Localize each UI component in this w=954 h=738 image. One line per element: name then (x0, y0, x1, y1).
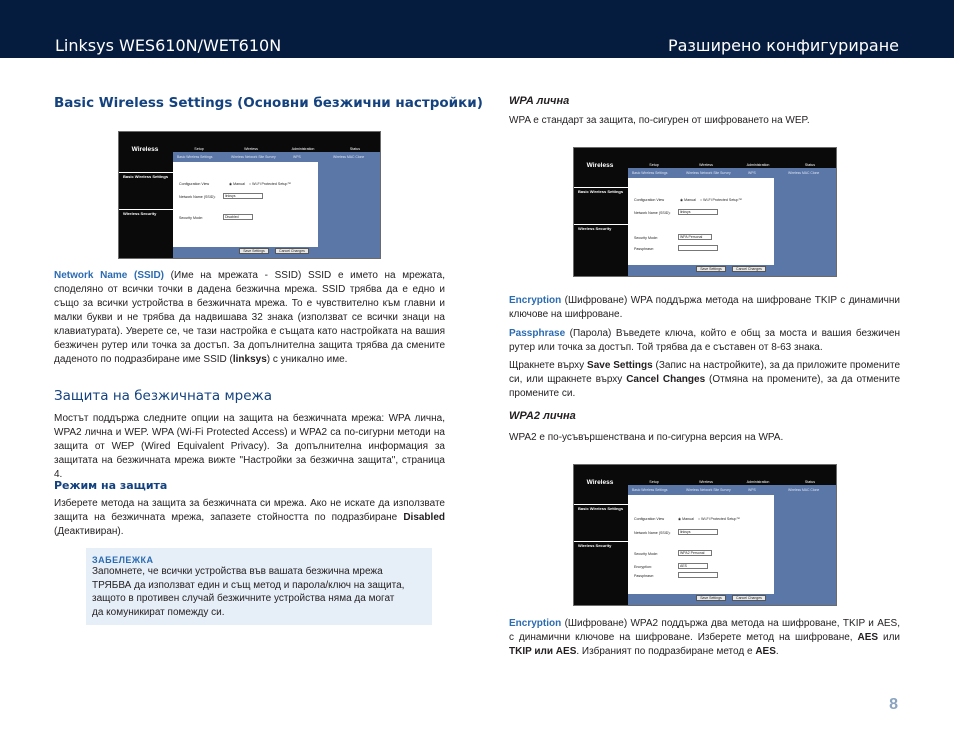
save-text-b: (Запис на настройките), за да приложите промените си, или щракнете върху (509, 360, 901, 385)
nav-wireless: Wireless (699, 163, 713, 167)
tab-basic: Basic Wireless Settings (632, 488, 668, 492)
nav-wireless: Wireless (244, 147, 258, 151)
security-mode-label: Security Mode: (634, 552, 658, 556)
security-mode-select[interactable]: WPA Personal (678, 234, 712, 240)
enc2-text-a: (Шифроване) WPA2 поддържа два метода на шифроване, TKIP и AES, с динамични ключове на шифроване. Изберете метод на шифроване, (509, 618, 900, 643)
nav-setup: Setup (194, 147, 204, 151)
tab-mac-clone: Wireless MAC Clone (788, 171, 820, 175)
save-instructions-paragraph (509, 359, 900, 401)
security-mode-paragraph (54, 497, 445, 539)
tab-wps: WPS (293, 155, 301, 159)
side-basic-label: Basic Wireless Settings (578, 506, 624, 511)
ssid-text-b: ) с уникално име. (266, 354, 348, 365)
wpa2-heading: WPA2 лична (509, 410, 576, 422)
enc2-text-d: . (775, 646, 779, 657)
radio-manual-label: Manual (684, 198, 696, 202)
nav-administration: Administration (746, 163, 770, 167)
tab-mac-clone: Wireless MAC Clone (788, 488, 820, 492)
wpa2-paragraph: WPA2 е по-усъвършенствана и по-сигурна версия на WPA. (509, 432, 784, 443)
side-security-label: Wireless Security (123, 211, 157, 216)
radio-wps[interactable]: ○ Wi-Fi Protected Setup™ (700, 198, 742, 202)
save-settings-button[interactable]: Save Settings (696, 266, 726, 272)
note-line-1: Запомнете, че всички устройства във вашата безжична мрежа (92, 566, 383, 577)
page-header (0, 0, 954, 58)
config-view-label: Configuration View (179, 182, 210, 186)
radio-manual-label: Manual (233, 182, 245, 186)
screen-brand: Wireless (131, 146, 159, 153)
ssid-paragraph (54, 269, 445, 367)
mode-text-b: (Деактивиран). (54, 526, 124, 537)
passphrase-label: Passphrase: (634, 247, 654, 251)
wpa-heading: WPA лична (509, 95, 570, 107)
radio-wps-label: Wi-Fi Protected Setup™ (703, 198, 742, 202)
passphrase-label: Passphrase: (634, 574, 654, 578)
security-section-heading: Защита на безжичната мрежа (54, 388, 272, 404)
config-view-label: Configuration View (634, 198, 665, 202)
enc2-aes: AES (857, 632, 879, 643)
ssid-label: Network Name (SSID): (179, 195, 216, 199)
radio-manual-label: Manual (682, 517, 694, 521)
passphrase-text: (Парола) Въведете ключа, който е общ за моста и вашия безжичен рутер или точка за достъп. Той трябва да е съставен от 8-63 знака. (509, 328, 900, 353)
mode-disabled: Disabled (403, 512, 445, 523)
ssid-input[interactable]: linksys (678, 529, 718, 535)
radio-manual[interactable]: ◉ Manual (680, 198, 696, 202)
encryption2-term: Encryption (509, 618, 562, 629)
security-mode-label: Security Mode: (179, 216, 203, 220)
ssid-input[interactable]: linksys (223, 193, 263, 199)
side-security-label: Wireless Security (578, 543, 612, 548)
encryption-text: (Шифроване) WPA поддържа метода на шифроване TKIP с динамични ключове на шифроване. (509, 295, 900, 320)
tab-wps: WPS (748, 171, 756, 175)
encryption-select[interactable]: AES (678, 563, 708, 569)
passphrase-input[interactable] (678, 245, 718, 251)
cancel-changes-button[interactable]: Cancel Changes (732, 266, 766, 272)
radio-manual[interactable]: ◉ Manual (678, 517, 694, 521)
passphrase-input[interactable] (678, 572, 718, 578)
wpa2-encryption-paragraph (509, 617, 900, 659)
wpa-encryption-paragraph (509, 294, 900, 322)
enc2-tkip-aes: TKIP или AES (509, 646, 577, 657)
encryption-label: Encryption: (634, 565, 652, 569)
cancel-changes-term: Cancel Changes (626, 374, 706, 385)
security-mode-label: Security Mode: (634, 236, 658, 240)
mode-text-a: Изберете метода на защита за безжичната си мрежа. Ако не искате да използвате защита на безжичната мрежа, запазете стойността по подразбиране (54, 498, 445, 523)
tab-mac-clone: Wireless MAC Clone (333, 155, 365, 159)
passphrase-term: Passphrase (509, 328, 566, 339)
nav-status: Status (349, 147, 361, 151)
ssid-label: Network Name (SSID): (634, 531, 671, 535)
side-basic-label: Basic Wireless Settings (578, 189, 624, 194)
save-settings-term: Save Settings (587, 360, 653, 371)
save-settings-button[interactable]: Save Settings (696, 595, 726, 601)
wpa-paragraph: WPA е стандарт за защита, по-сигурен от шифроването на WEP. (509, 115, 810, 126)
nav-status: Status (804, 480, 816, 484)
cancel-changes-button[interactable]: Cancel Changes (275, 248, 309, 254)
tab-basic: Basic Wireless Settings (632, 171, 668, 175)
radio-wps[interactable]: ○ Wi-Fi Protected Setup™ (698, 517, 740, 521)
ssid-term: Network Name (SSID) (54, 270, 165, 281)
security-mode-select[interactable]: WPA2 Personal (678, 550, 712, 556)
router-screenshot-wpa (573, 147, 837, 277)
enc2-text-c: . Избраният по подразбиране метод е (576, 646, 756, 657)
note-line-4: да комуникират помежду си. (92, 606, 225, 618)
save-text-a: Щракнете върху (509, 360, 588, 371)
config-view-label: Configuration View (634, 517, 665, 521)
security-intro-paragraph: Мостът поддържа следните опции на защита на безжичната мрежа: WPA лична, WPA2 лична и WEP. WPA (Wi-Fi Protected Access) и WPA2 са по-сигурни методи на защита от WEP (Wired Equivalent Privacy). За допълнителна информация за защитата на безжичната мрежа вижте "Настройки за безжична защита", страница 4. (54, 413, 445, 480)
radio-wps-label: Wi-Fi Protected Setup™ (252, 182, 291, 186)
encryption-term: Encryption (509, 295, 562, 306)
tab-survey: Wireless Network Site Survey (231, 155, 276, 159)
radio-wps-label: Wi-Fi Protected Setup™ (701, 517, 740, 521)
tab-survey: Wireless Network Site Survey (686, 171, 731, 175)
enc2-default-aes: AES (755, 646, 776, 657)
ssid-text-a: (Име на мрежата - SSID) SSID е името на мрежата, споделяно от всички точки в дадена безжична мрежа. SSID трябва да е едно и също за всички устройства в безжичната мрежа. То е чувствително към главни и малки букви и не трябва да надвишава 32 знака (използват се всички знаци на клавиатурата). Уверете се, че тази настройка е същата като настройката на вашия безжичен рутер или точка за достъп. За допълнителна защита трябва да смените даденото по подразбиране име SSID ( (54, 270, 446, 365)
save-settings-button[interactable]: Save Settings (239, 248, 269, 254)
tab-basic: Basic Wireless Settings (177, 155, 213, 159)
ssid-input[interactable]: linksys (678, 209, 718, 215)
security-mode-select[interactable]: Disabled (223, 214, 253, 220)
cancel-changes-button[interactable]: Cancel Changes (732, 595, 766, 601)
radio-wps[interactable]: ○ Wi-Fi Protected Setup™ (249, 182, 291, 186)
router-screenshot-wpa2 (573, 464, 837, 606)
nav-administration: Administration (746, 480, 770, 484)
nav-wireless: Wireless (699, 480, 713, 484)
note-heading: ЗАБЕЛЕЖКА (92, 555, 154, 565)
tab-survey: Wireless Network Site Survey (686, 488, 731, 492)
ssid-default-name: linksys (232, 354, 267, 365)
page-number: 8 (889, 696, 898, 713)
nav-administration: Administration (291, 147, 315, 151)
screen-brand: Wireless (586, 162, 614, 169)
nav-setup: Setup (649, 163, 659, 167)
note-box (86, 548, 432, 625)
side-security-label: Wireless Security (578, 226, 612, 231)
nav-status: Status (804, 163, 816, 167)
screen-brand: Wireless (586, 479, 614, 486)
basic-wireless-heading: Basic Wireless Settings (Основни безжични настройки) (54, 95, 483, 111)
security-mode-heading: Режим на защита (54, 479, 168, 492)
ssid-label: Network Name (SSID): (634, 211, 671, 215)
enc2-text-b: или (878, 632, 900, 643)
tab-wps: WPS (748, 488, 756, 492)
save-text-c: (Отмяна на промените), за да отмените промените си. (509, 374, 901, 399)
router-screenshot-basic (118, 131, 381, 259)
note-line-3: защото в противен случай безжичните устройства няма да могат (92, 593, 395, 604)
nav-setup: Setup (649, 480, 659, 484)
document-title: Linksys WES610N/WET610N (55, 36, 282, 55)
passphrase-paragraph (509, 327, 900, 355)
radio-manual[interactable]: ◉ Manual (229, 182, 245, 186)
note-line-2: ТРЯБВА да използват един и същ метод и парола/ключ на защита, (92, 579, 405, 591)
chapter-title: Разширено конфигуриране (667, 36, 899, 55)
side-basic-label: Basic Wireless Settings (123, 174, 169, 179)
